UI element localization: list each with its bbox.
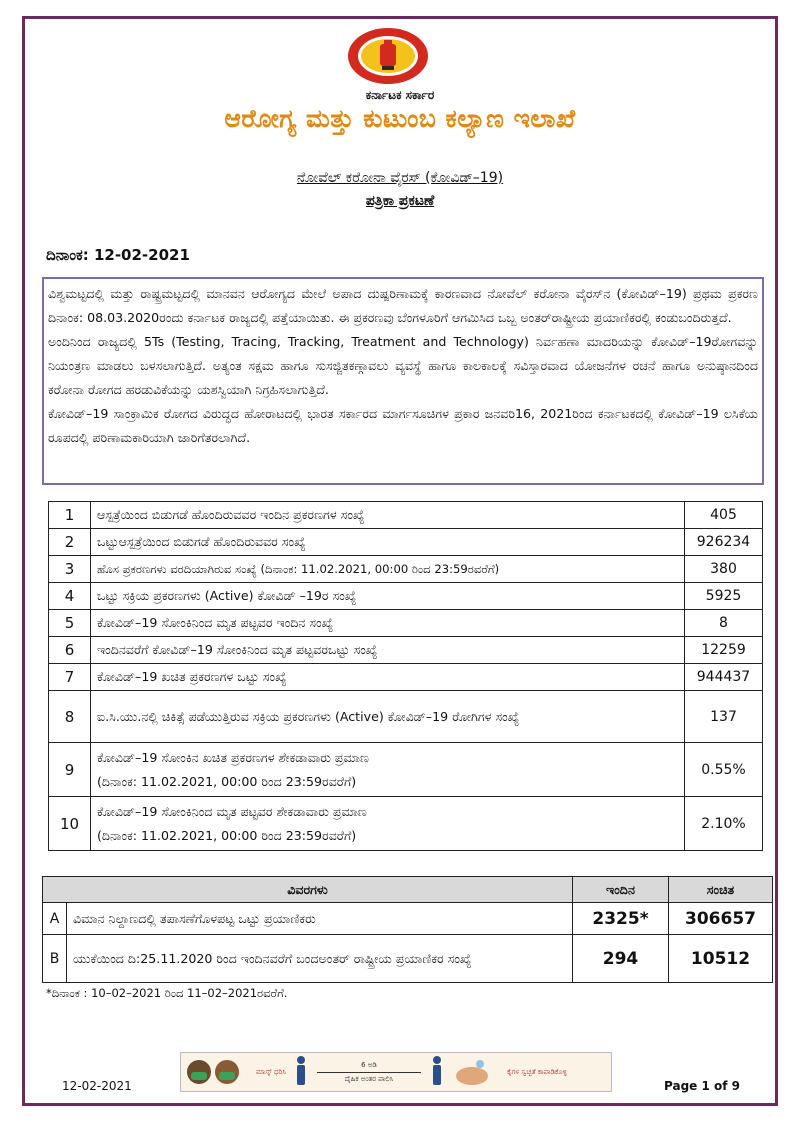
row-number: 8: [49, 691, 91, 743]
table-row: [49, 610, 763, 637]
row-number: 4: [49, 583, 91, 610]
row-label: ಒಟ್ಟುಆಸ್ಪತ್ರೆಯಿಂದ ಬಿಡುಗಡೆ ಹೊಂದಿರುವವರ ಸಂಖ್ಯೆ: [91, 529, 685, 556]
row-number: 5: [49, 610, 91, 637]
row-label: ಹೊಸ ಪ್ರಕರಣಗಳು ವರದಿಯಾಗಿರುವ ಸಂಖ್ಯೆ (ದಿನಾಂಕ: 11.02.2021, 00:00 ರಿಂದ 23:59ರವರೆಗೆ): [91, 556, 685, 583]
person-icon: [291, 1054, 311, 1090]
distance-value: 6 ಅಡಿ: [361, 1060, 377, 1069]
department-title: ಆರೋಗ್ಯ ಮತ್ತು ಕುಟುಂಬ ಕಲ್ಯಾಣ ಇಲಾಖೆ: [224, 104, 576, 133]
row-label: ವಿಮಾನ ನಿಲ್ದಾಣದಲ್ಲಿ ತಪಾಸಣೆಗೊಳಪಟ್ಟ ಒಟ್ಟು ಪ್ರಯಾಣಿಕರು: [67, 903, 573, 935]
awareness-banner: [180, 1052, 612, 1092]
row-label: ಒಟ್ಟು ಸಕ್ರಿಯ ಪ್ರಕರಣಗಳು (Active) ಕೋವಿಡ್ –19ರ ಸಂಖ್ಯೆ: [91, 583, 685, 610]
table-row: [49, 556, 763, 583]
row-value: 8: [685, 610, 763, 637]
row-value: 926234: [685, 529, 763, 556]
footnote: *ದಿನಾಂಕ : 10–02–2021 ರಿಂದ 11–02–2021ರವರೆಗೆ.: [46, 986, 288, 1000]
release-type-text: ಪತ್ರಿಕಾ ಪ್ರಕಟಣೆ: [365, 193, 435, 209]
intro-paragraph-2: ಅಂದಿನಿಂದ ರಾಜ್ಯದಲ್ಲಿ 5Ts (Testing, Tracing, Tracking, Treatment and Technology) ನಿರ್ವಹಣಾ ಮಾದರಿಯನ್ನು ಕೋವಿಡ್–19ರೋಗವನ್ನು ನಿಯಂತ್ರಣ ಮಾಡಲು ಬಳಸಲಾಗುತ್ತಿದೆ. ಅತ್ಯಂತ ಸಕ್ಷಮ ಹಾಗೂ ಸುಸಜ್ಜಿತಕಣ್ಗಾವಲು ವ್ಯವಸ್ಥೆ ಹಾಗೂ ಕಾಲಕಾಲಕ್ಕೆ ಸವಿಸ್ತಾರವಾದ ಯೋಜನೆಗಳ ರಚನೆ ಹಾಗೂ ಅನುಷ್ಠಾನದಿಂದ ಕರೋನಾ ರೋಗದ ಹರಡುವಿಕೆಯನ್ನು ಯಶಸ್ವಿಯಾಗಿ ನಿಗ್ರಹಿಸಲಾಗುತ್ತಿದೆ.: [48, 334, 758, 397]
row-cumulative: 10512: [669, 935, 773, 983]
row-label: ಇಂದಿನವರೆಗೆ ಕೋವಿಡ್–19 ಸೋಂಕಿನಿಂದ ಮೃತ ಪಟ್ಟವರಒಟ್ಟು ಸಂಖ್ಯೆ: [91, 637, 685, 664]
row-value: 5925: [685, 583, 763, 610]
table-row: [49, 743, 763, 797]
row-value: 2.10%: [685, 797, 763, 851]
intro-paragraph-3: ಕೋವಿಡ್–19 ಸಾಂಕ್ರಾಮಿಕ ರೋಗದ ವಿರುದ್ಧದ ಹೋರಾಟದಲ್ಲಿ ಭಾರತ ಸರ್ಕಾರದ ಮಾರ್ಗಸೂಚಿಗಳ ಪ್ರಕಾರ ಜನವರಿ16, 2021ರಿಂದ ಕರ್ನಾಟಕದಲ್ಲಿ ಕೋವಿಡ್–19 ಲಸಿಕೆಯ ರೂಪದಲ್ಲಿ ಪರಿಣಾಮಕಾರಿಯಾಗಿ ಜಾರಿಗೆತರಲಾಗಿದೆ.: [48, 406, 758, 445]
row-today: 2325*: [573, 903, 669, 935]
row-label-date: (ದಿನಾಂಕ: 11.02.2021, 00:00 ರಿಂದ 23:59ರವರೆಗೆ): [97, 773, 357, 789]
hand-wash-text: ಕೈಗಳ ಸ್ವಚ್ಛತೆ ಕಾಪಾಡಿಕೊಳ್ಳಿ: [506, 1067, 568, 1076]
row-value: 405: [685, 502, 763, 529]
table-row: [49, 583, 763, 610]
distance-text: ದೈಹಿಕ ಅಂತರ ಪಾಲಿಸಿ: [344, 1074, 394, 1083]
row-label: ಕೋವಿಡ್–19 ಸೋಂಕಿನಿಂದ ಮೃತ ಪಟ್ಟವರ ಶೇಕಡಾವಾರು ಪ್ರಮಾಣ: [97, 803, 367, 819]
covid-stats-table: [48, 501, 763, 851]
table-row: [49, 502, 763, 529]
row-label: ಯುಕೆಯಿಂದ ದಿ:25.11.2020 ರಿಂದ ಇಂದಿನವರೆಗೆ ಬಂದಅಂತರ್ ರಾಷ್ಟ್ರೀಯ ಪ್ರಯಾಣಿಕರ ಸಂಖ್ಯೆ: [67, 935, 573, 983]
row-label: ಕೋವಿಡ್–19 ಸೋಂಕಿನಿಂದ ಮೃತ ಪಟ್ಟವರ ಇಂದಿನ ಸಂಖ್ಯೆ: [91, 610, 685, 637]
row-number: 3: [49, 556, 91, 583]
row-value: 137: [685, 691, 763, 743]
distance-block: [311, 1061, 427, 1084]
table-row: [49, 637, 763, 664]
row-label-date: (ದಿನಾಂಕ: 11.02.2021, 00:00 ರಿಂದ 23:59ರವರೆಗೆ): [97, 827, 357, 843]
table-header-row: [43, 877, 773, 903]
intro-paragraph-1: ವಿಶ್ವಮಟ್ಟದಲ್ಲಿ ಮತ್ತು ರಾಷ್ಟ್ರಮಟ್ಟದಲ್ಲಿ ಮಾನವನ ಆರೋಗ್ಯದ ಮೇಲೆ ಅಪಾದ ದುಷ್ಪರಿಣಾಮಕ್ಕೆ ಕಾರಣವಾದ ನೋವೆಲ್ ಕರೋನಾ ವೈರಸ್‌ನ (ಕೋವಿಡ್–19) ಪ್ರಥಮ ಪ್ರಕರಣ ದಿನಾಂಕ: 08.03.2020ರಂದು ಕರ್ನಾಟಕ ರಾಜ್ಯದಲ್ಲಿ ಪತ್ತೆಯಾಯಿತು. ಈ ಪ್ರಕರಣವು ಬೆಂಗಳೂರಿಗೆ ಆಗಮಿಸಿದ ಒಬ್ಬ ಅಂತರ್‌ರಾಷ್ಟ್ರೀಯ ಪ್ರಯಾಣಿಕರಲ್ಲಿ ಕಂಡುಬಂದಿರುತ್ತದೆ.: [48, 286, 758, 325]
table-row: [49, 797, 763, 851]
row-label-cell: [91, 797, 685, 851]
row-today: 294: [573, 935, 669, 983]
table-row: [49, 529, 763, 556]
row-label: ಕೋವಿಡ್–19 ಖಚಿತ ಪ್ರಕರಣಗಳ ಒಟ್ಟು ಸಂಖ್ಯೆ: [91, 664, 685, 691]
government-name: ಕರ್ನಾಟಕ ಸರ್ಕಾರ: [365, 88, 435, 102]
table-row: [49, 691, 763, 743]
release-date: ದಿನಾಂಕ: 12-02-2021: [46, 246, 190, 264]
row-key: A: [43, 903, 67, 935]
row-label: ಆಸ್ಪತ್ರೆಯಿಂದ ಬಿಡುಗಡೆ ಹೊಂದಿರುವವರ ಇಂದಿನ ಪ್ರಕರಣಗಳ ಸಂಖ್ಯೆ: [91, 502, 685, 529]
row-cumulative: 306657: [669, 903, 773, 935]
table-row: [43, 903, 773, 935]
row-value: 12259: [685, 637, 763, 664]
header-details: ವಿವರಗಳು: [43, 877, 573, 903]
row-value: 944437: [685, 664, 763, 691]
distance-arrow-icon: [317, 1072, 421, 1073]
row-value: 380: [685, 556, 763, 583]
travellers-table: [42, 876, 773, 983]
row-number: 1: [49, 502, 91, 529]
row-label-cell: [91, 743, 685, 797]
header-cumulative: ಸಂಚಿತ: [669, 877, 773, 903]
row-number: 6: [49, 637, 91, 664]
release-type: [0, 193, 800, 209]
row-number: 2: [49, 529, 91, 556]
mask-text: ಮಾಸ್ಕ್ ಧರಿಸಿ: [256, 1067, 286, 1076]
row-label: ಐ.ಸಿ.ಯು.ನಲ್ಲಿ ಚಿಕಿತ್ಸೆ ಪಡೆಯುತ್ತಿರುವ ಸಕ್ರಿಯ ಪ್ರಕರಣಗಳು (Active) ಕೋವಿಡ್–19 ರೋಗಿಗಳ ಸಂಖ್ಯೆ: [91, 691, 685, 743]
subject-text: ನೋವೆಲ್ ಕರೋನಾ ವೈರಸ್ (ಕೋವಿಡ್–19): [296, 170, 504, 186]
row-number: 7: [49, 664, 91, 691]
hand-wash-icon: [447, 1054, 497, 1090]
subject-line: [0, 170, 800, 186]
row-number: 10: [49, 797, 91, 851]
mask-faces-icon: [181, 1054, 251, 1090]
table-row: [43, 935, 773, 983]
page-number: Page 1 of 9: [664, 1079, 740, 1093]
intro-box: [42, 277, 764, 485]
government-seal-logo: [346, 26, 430, 86]
footer-date: 12-02-2021: [62, 1079, 132, 1093]
row-value: 0.55%: [685, 743, 763, 797]
header-today: ಇಂದಿನ: [573, 877, 669, 903]
person-icon: [427, 1054, 447, 1090]
row-number: 9: [49, 743, 91, 797]
table-row: [49, 664, 763, 691]
row-label: ಕೋವಿಡ್–19 ಸೋಂಕಿನ ಖಚಿತ ಪ್ರಕರಣಗಳ ಶೇಕಡಾವಾರು ಪ್ರಮಾಣ: [97, 749, 369, 765]
row-key: B: [43, 935, 67, 983]
